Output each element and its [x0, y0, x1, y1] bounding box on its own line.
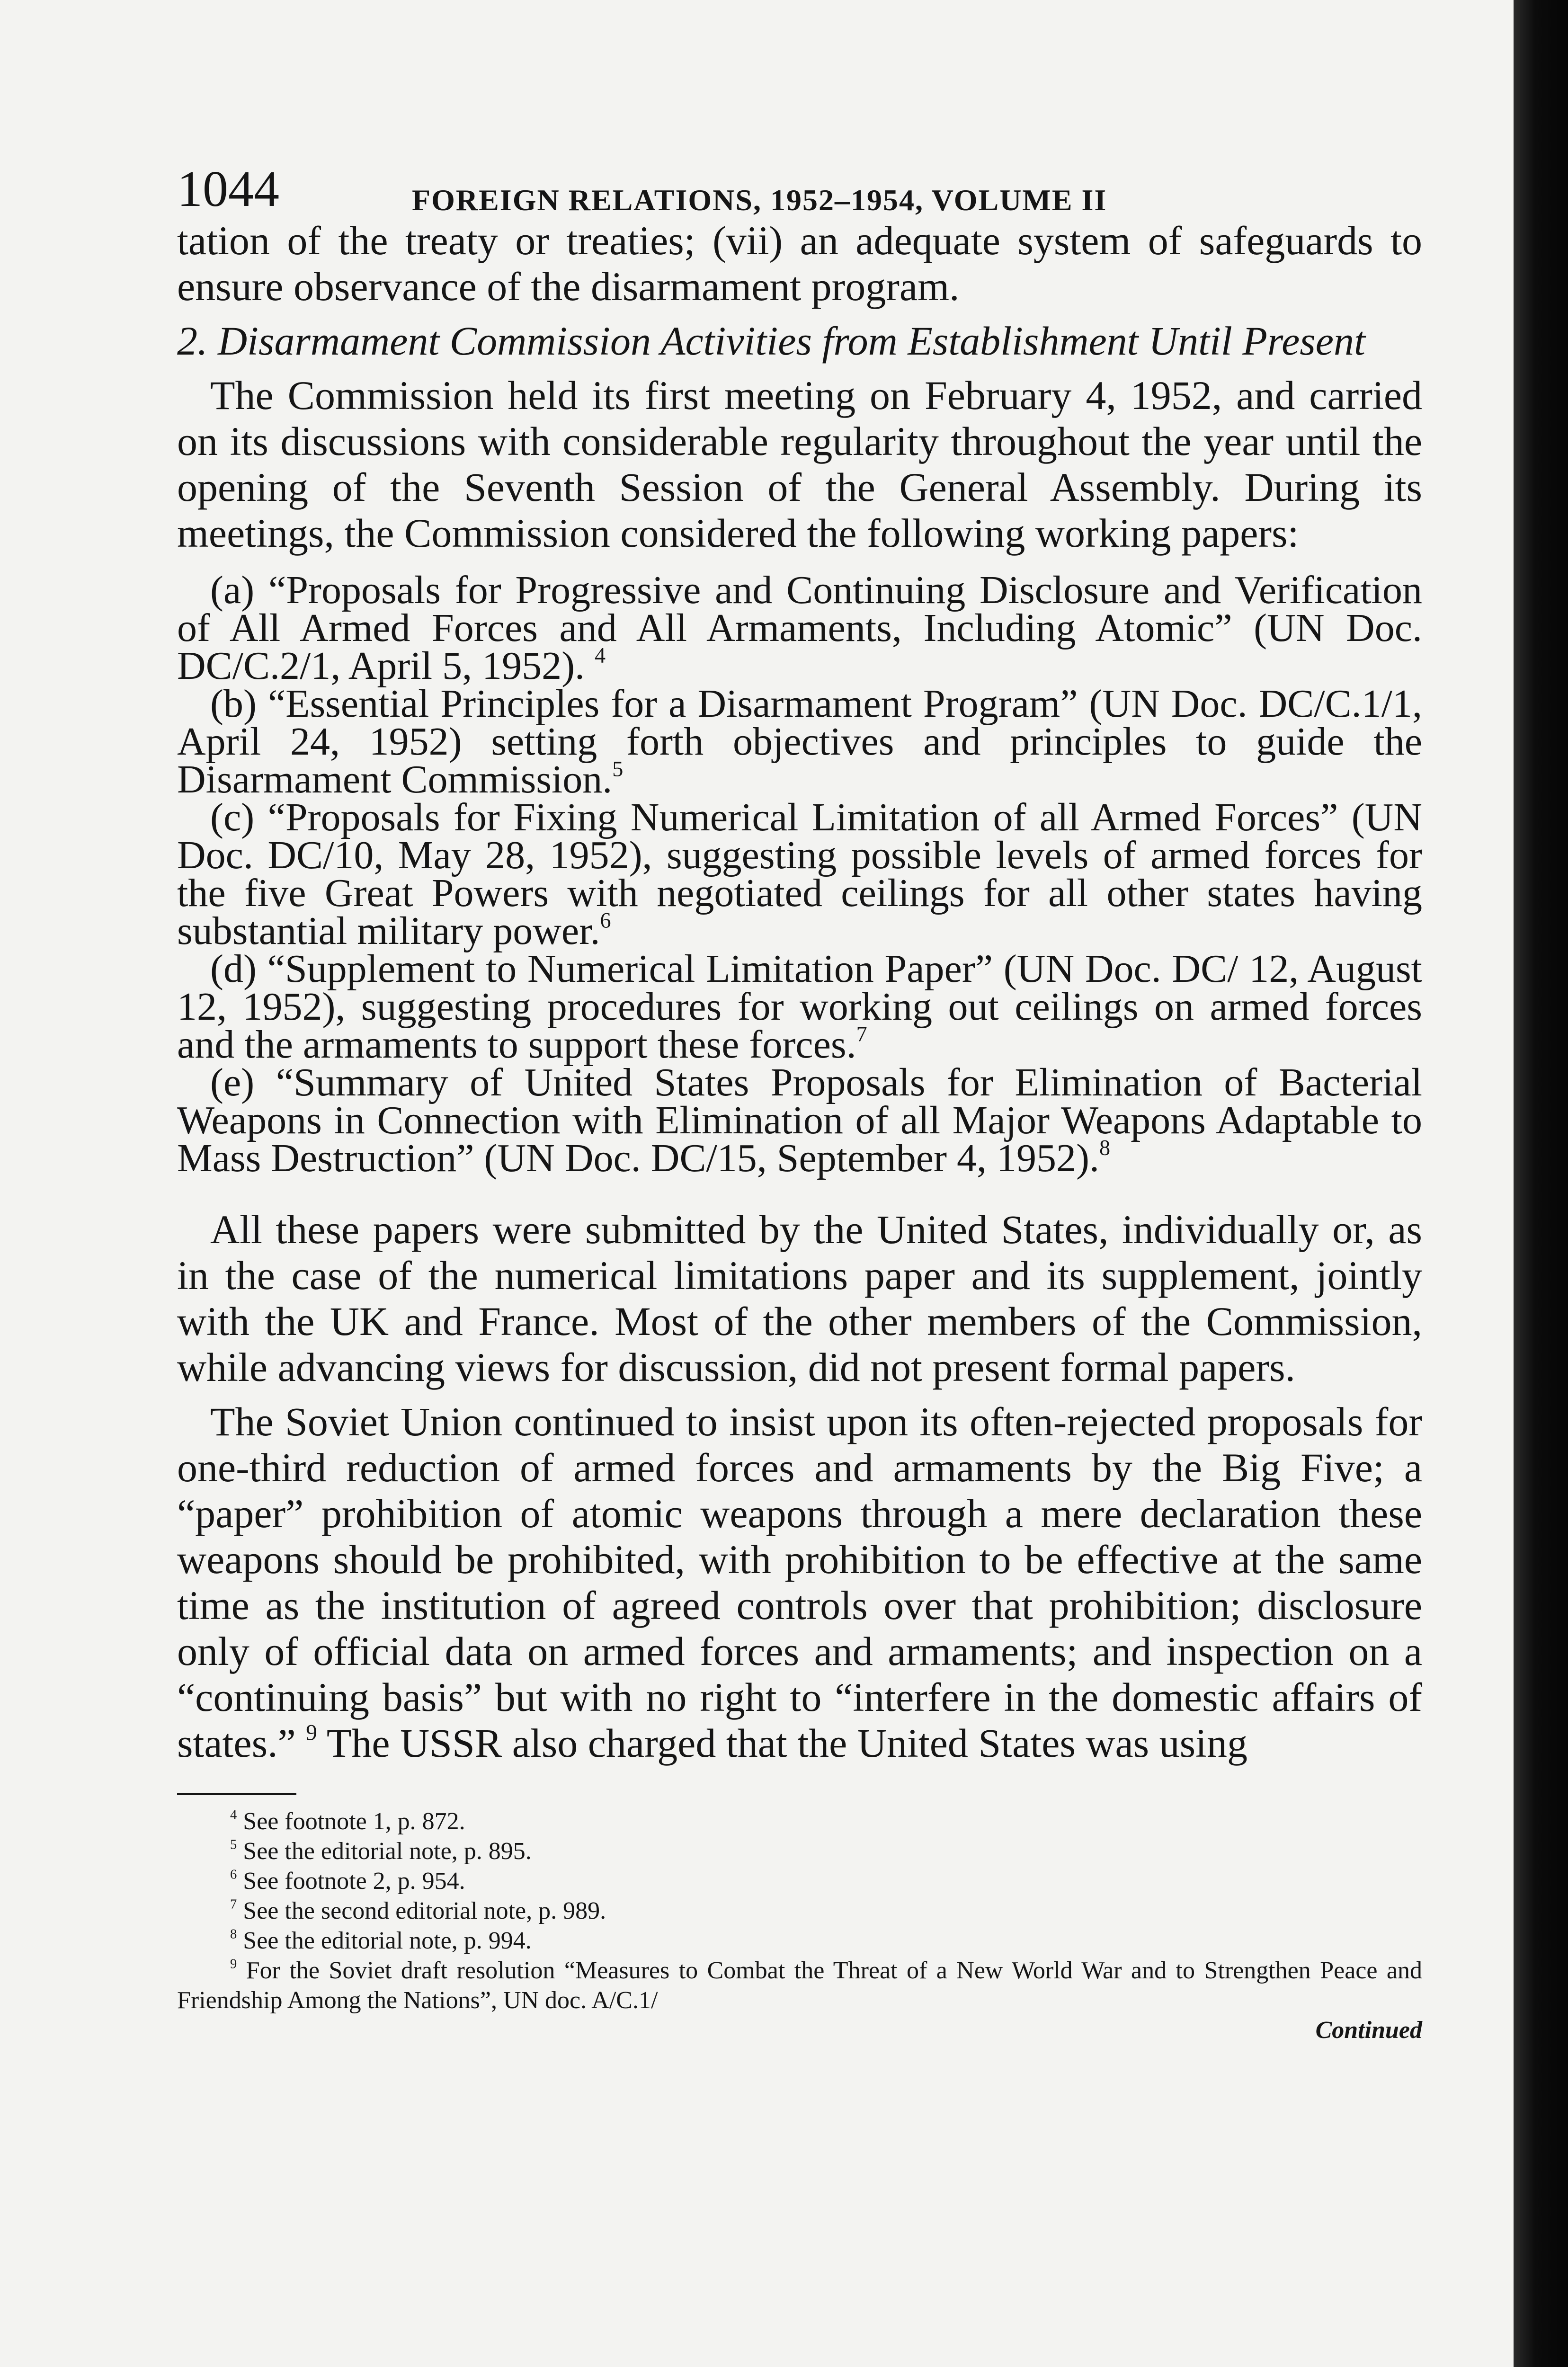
list-item-d-text: (d) “Supplement to Numerical Limitation Paper” (UN Doc. DC/ 12, August 12, 1952), suggesting procedures for working out ceilings on armed forces and the armaments to support these forces. — [177, 947, 1422, 1067]
footnote-ref-9: 9 — [306, 1720, 317, 1745]
footnote-text: See the second editorial note, p. 989. — [243, 1897, 606, 1924]
soviet-charge-text: The USSR also charged that the United States was using — [326, 1720, 1247, 1766]
footnote-text: See footnote 2, p. 954. — [243, 1868, 465, 1895]
footnote-text: See the editorial note, p. 895. — [243, 1838, 532, 1865]
footnote-8 — [177, 1926, 1422, 1956]
footnote-ref-8: 8 — [1099, 1135, 1111, 1160]
footnote-ref-4: 4 — [595, 643, 606, 667]
running-title: FOREIGN RELATIONS, 1952–1954, VOLUME II — [412, 183, 1107, 217]
footnote-number: 8 — [230, 1927, 237, 1942]
document-page — [177, 151, 1422, 2045]
scan-dark-edge — [1514, 0, 1568, 2367]
footnote-number: 4 — [230, 1807, 237, 1823]
footnote-divider — [177, 1793, 296, 1795]
list-item-e — [177, 1060, 1422, 1180]
list-item-c — [177, 795, 1422, 953]
list-item-a — [177, 568, 1422, 688]
footnote-4 — [177, 1806, 1422, 1836]
list-item-b — [177, 682, 1422, 801]
footnote-ref-7: 7 — [856, 1022, 867, 1046]
footnote-number: 6 — [230, 1867, 237, 1882]
footnote-ref-6: 6 — [600, 908, 611, 933]
footnote-7 — [177, 1896, 1422, 1926]
paragraph-commission-meetings: The Commission held its first meeting on February 4, 1952, and carried on its discussions with considerable regularity throughout the year until the opening of the Seventh Session of the General Assembly. During its meetings, the Commission considered the following working papers: — [177, 373, 1422, 556]
list-item-c-text: (c) “Proposals for Fixing Numerical Limitation of all Armed Forces” (UN Doc. DC/10, May 28, 1952), suggesting possible levels of armed forces for the five Great Powers with negotiated ceilings for all other states having substantial military power. — [177, 795, 1422, 953]
footnote-9 — [177, 1956, 1422, 2015]
list-item-d — [177, 947, 1422, 1067]
intro-paragraph: tation of the treaty or treaties; (vii) an adequate system of safeguards to ensure observance of the disarmament program. — [177, 218, 1422, 309]
section-heading: 2. Disarmament Commission Activities from Establishment Until Present — [177, 318, 1365, 364]
footnote-text: See footnote 1, p. 872. — [243, 1808, 465, 1835]
soviet-position-text: The Soviet Union continued to insist upon its often-rejected proposals for one-third reduction of armed forces and armaments by the Big Five; a “paper” prohibition of atomic weapons through a mere declaration these weapons should be prohibited, with prohibition to be effective at the same time as the institution of agreed controls over that prohibition; disclosure only of official data on armed forces and armaments; and inspection on a “continuing basis” but with no right to “interfere in the domestic affairs of states.” — [177, 1399, 1422, 1766]
page-number: 1044 — [177, 161, 279, 217]
spacer — [177, 1177, 1422, 1207]
footnote-number: 9 — [230, 1957, 237, 1972]
list-item-e-text: (e) “Summary of United States Proposals for Elimination of Bacterial Weapons in Connection with Elimination of all Major Weapons Adaptable to Mass Destruction” (UN Doc. DC/15, September 4, 1952). — [177, 1060, 1422, 1180]
paragraph-papers-submitted: All these papers were submitted by the United States, individually or, as in the case of the numerical limitations paper and its supplement, jointly with the UK and France. Most of the other members of the Commission, while advancing views for discussion, did not present formal papers. — [177, 1207, 1422, 1390]
running-header — [177, 151, 1422, 218]
footnote-6 — [177, 1866, 1422, 1896]
paragraph-soviet-position — [177, 1399, 1422, 1766]
continued-label: Continued — [1315, 2017, 1422, 2044]
footnote-text: For the Soviet draft resolution “Measures to Combat the Threat of a New World War and to Strengthen Peace and Friendship Among the Nations”, UN doc. A/C.1/ — [177, 1957, 1422, 2014]
footnote-ref-5: 5 — [612, 756, 624, 781]
footnote-text: See the editorial note, p. 994. — [243, 1927, 532, 1954]
footnotes-section — [177, 1806, 1422, 2045]
working-papers-list — [177, 568, 1422, 1180]
list-item-b-text: (b) “Essential Principles for a Disarmament Program” (UN Doc. DC/C.1/1, April 24, 1952) setting forth objectives and principles to guide the Disarmament Commission. — [177, 682, 1422, 801]
footnote-number: 5 — [230, 1837, 237, 1852]
footnote-number: 7 — [230, 1897, 237, 1912]
list-item-a-text: (a) “Proposals for Progressive and Continuing Disclosure and Verification of All Armed Forces and All Armaments, Including Atomic” (UN Doc. DC/C.2/1, April 5, 1952). — [177, 568, 1422, 688]
footnote-5 — [177, 1836, 1422, 1866]
